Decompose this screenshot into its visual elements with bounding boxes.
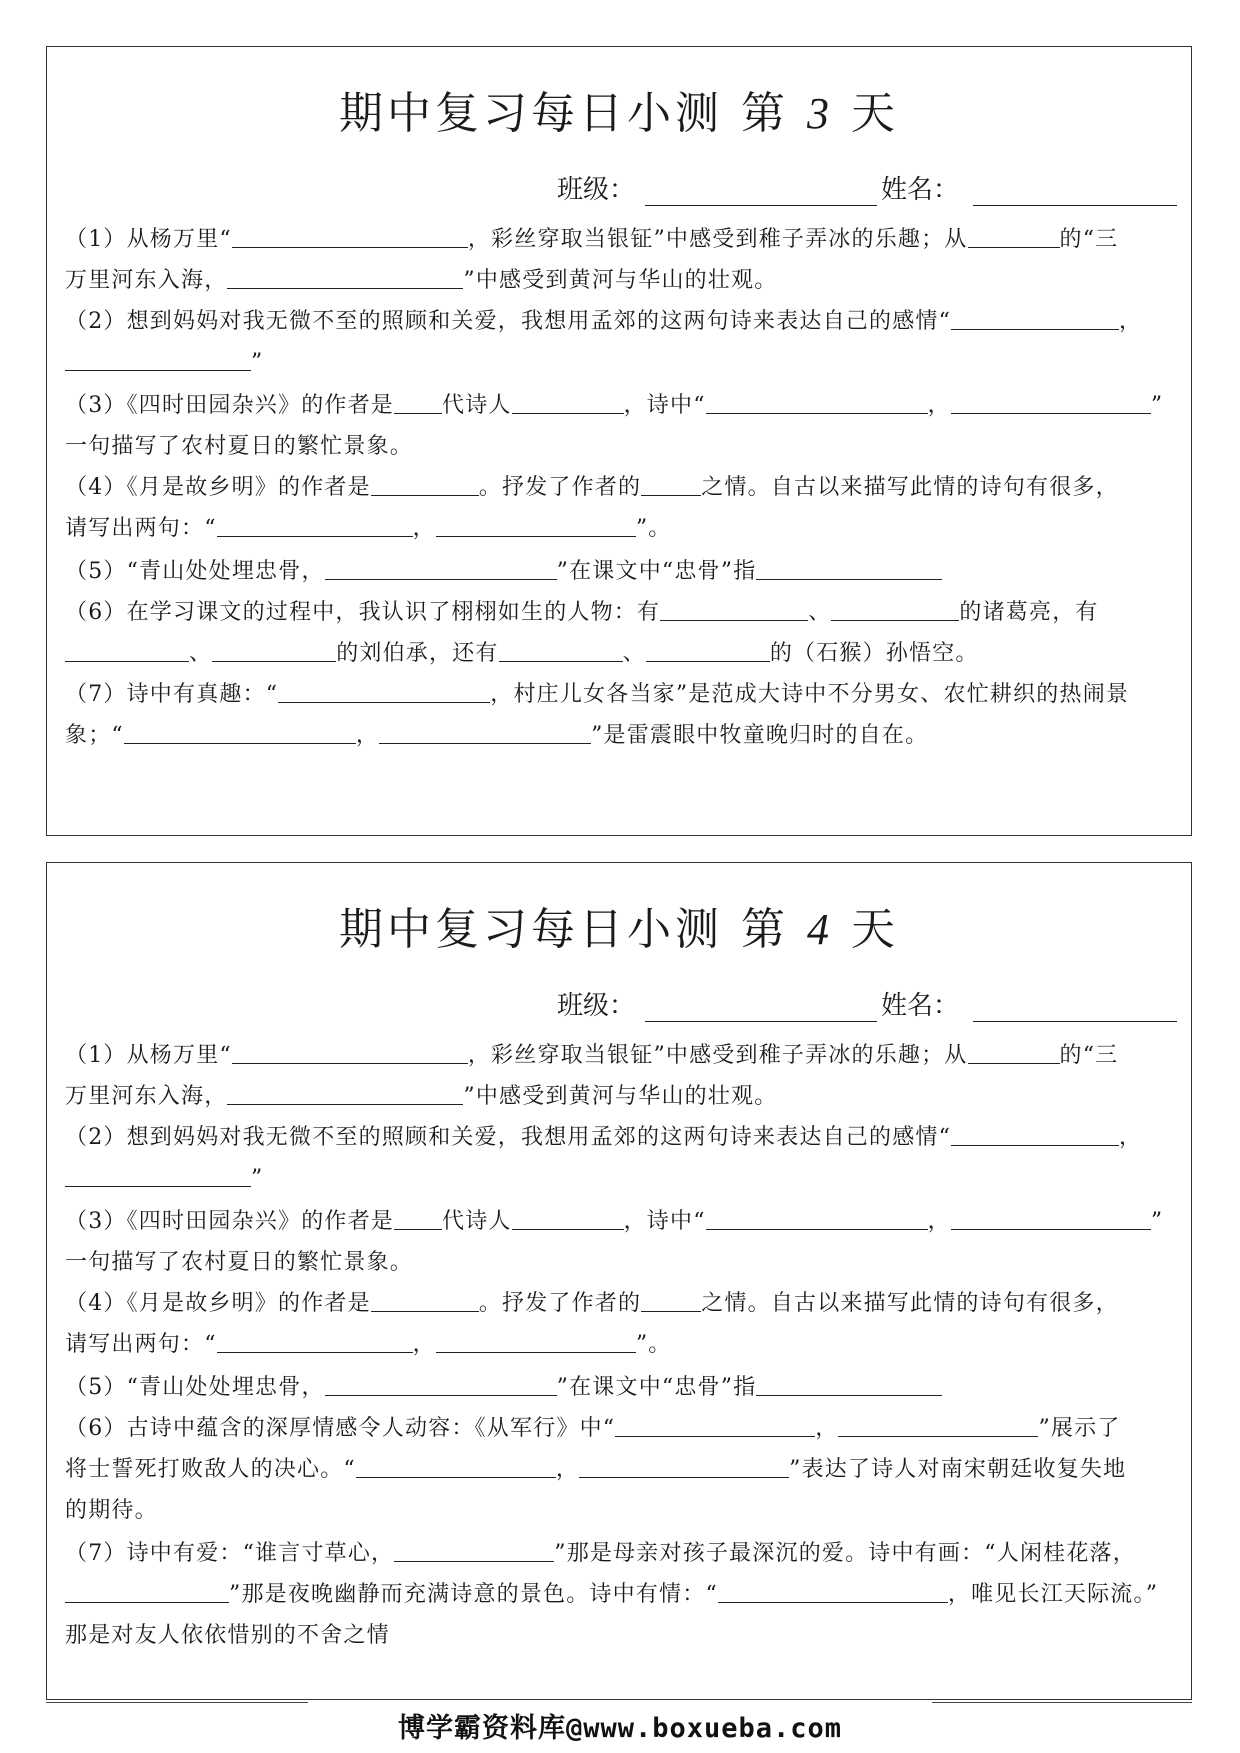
answer-blank[interactable] <box>641 1289 701 1312</box>
student-info <box>557 985 1177 1022</box>
footer-rule-left <box>46 1702 308 1703</box>
answer-blank[interactable] <box>278 680 490 703</box>
question-text: ”表达了诗人对南宋朝廷收复失地 <box>789 1457 1127 1482</box>
class-label: 班级： <box>556 175 635 205</box>
question-3-line-2 <box>65 1242 1173 1283</box>
answer-blank[interactable] <box>232 1041 468 1064</box>
answer-blank[interactable] <box>65 639 189 662</box>
question-2-line-1 <box>65 1117 1173 1158</box>
answer-blank[interactable] <box>951 391 1151 414</box>
question-text: 万里河东入海， <box>65 1084 228 1109</box>
question-text: 请写出两句：“ <box>65 1332 217 1357</box>
question-text: 那是对友人依依惜别的不舍之情 <box>65 1623 390 1648</box>
question-text: ”中感受到黄河与华山的壮观。 <box>463 1084 778 1109</box>
question-text: ， <box>1119 1125 1143 1150</box>
question-2-line-1 <box>65 301 1173 342</box>
question-text: 、 <box>189 641 213 666</box>
question-text: 。抒发了作者的 <box>478 1291 642 1316</box>
question-text: 请写出两句：“ <box>65 516 217 541</box>
answer-blank[interactable] <box>217 514 413 537</box>
question-1-line-1 <box>65 219 1173 260</box>
quiz-sheet-day-4 <box>46 862 1192 1700</box>
question-7-line-1 <box>65 674 1173 715</box>
question-text: ”。 <box>635 1332 672 1357</box>
question-text: ”在课文中“忠骨”指 <box>556 559 757 584</box>
question-text: 的“三 <box>1059 1043 1119 1068</box>
question-text: 的（石猴）孙悟空。 <box>769 641 979 666</box>
question-text: （2）想到妈妈对我无微不至的照顾和关爱，我想用孟郊的这两句诗来表达自己的感情“ <box>65 309 952 334</box>
question-text: ，诗中“ <box>623 1209 706 1234</box>
question-text: 万里河东入海， <box>65 268 228 293</box>
question-3-line-1 <box>65 385 1173 426</box>
question-5 <box>65 1367 1173 1408</box>
answer-blank[interactable] <box>706 391 928 414</box>
question-text: ”。 <box>635 516 672 541</box>
answer-blank[interactable] <box>227 1082 463 1105</box>
watermark: 博学霸资料库@www.boxueba.com <box>397 1713 843 1744</box>
question-7-line-3 <box>65 1615 1173 1656</box>
question-4-line-2 <box>65 1324 1173 1365</box>
answer-blank[interactable] <box>379 721 591 744</box>
question-6-line-1 <box>65 592 1173 633</box>
answer-blank[interactable] <box>65 1164 251 1187</box>
question-text: （6）在学习课文的过程中，我认识了栩栩如生的人物：有 <box>65 600 661 625</box>
sheet-title: 期中复习每日小测 第 4 天 <box>339 904 899 955</box>
question-text: ， <box>815 1416 839 1441</box>
answer-blank[interactable] <box>718 1580 948 1603</box>
sheet-title: 期中复习每日小测 第 3 天 <box>339 88 899 139</box>
question-text: ， <box>1119 309 1143 334</box>
question-text: ， <box>927 1209 951 1234</box>
question-text: ” <box>251 350 264 375</box>
question-text: （1）从杨万里“ <box>65 227 232 252</box>
answer-blank[interactable] <box>436 514 636 537</box>
answer-blank[interactable] <box>436 1330 636 1353</box>
name-label: 姓名： <box>880 991 959 1021</box>
answer-blank[interactable] <box>756 1373 942 1396</box>
answer-blank[interactable] <box>951 307 1119 330</box>
answer-blank[interactable] <box>371 1289 479 1312</box>
question-1-line-2 <box>65 260 1173 301</box>
answer-blank[interactable] <box>394 1539 554 1562</box>
question-text: ，唯见长江天际流。” <box>947 1582 1159 1607</box>
answer-blank[interactable] <box>356 1455 556 1478</box>
question-text: 将士誓死打败敌人的决心。“ <box>65 1457 356 1482</box>
question-4-line-1 <box>65 1283 1173 1324</box>
question-text: ”那是夜晚幽静而充满诗意的景色。诗中有情：“ <box>229 1582 718 1607</box>
answer-blank[interactable] <box>951 1207 1151 1230</box>
class-label: 班级： <box>556 991 635 1021</box>
question-text: ， <box>927 393 951 418</box>
question-text: ”是雷震眼中牧童晚归时的自在。 <box>591 723 929 748</box>
question-5 <box>65 551 1173 592</box>
answer-blank[interactable] <box>512 1207 624 1230</box>
question-text: 象；“ <box>65 723 124 748</box>
question-4-line-2 <box>65 508 1173 549</box>
answer-blank[interactable] <box>217 1330 413 1353</box>
question-text: ， <box>355 723 380 748</box>
question-text: 的“三 <box>1059 227 1119 252</box>
question-text: ， <box>412 1332 436 1357</box>
question-text: ”中感受到黄河与华山的壮观。 <box>463 268 778 293</box>
name-field[interactable] <box>973 179 1177 206</box>
question-text: ”在课文中“忠骨”指 <box>556 1375 757 1400</box>
question-6-line-1 <box>65 1408 1173 1449</box>
question-2-line-2 <box>65 1158 1173 1199</box>
question-text: （7）诗中有爱：“谁言寸草心， <box>65 1541 395 1566</box>
question-text: 。抒发了作者的 <box>478 475 642 500</box>
question-7-line-1 <box>65 1533 1173 1574</box>
question-6-line-2 <box>65 633 1173 674</box>
answer-blank[interactable] <box>706 1207 928 1230</box>
question-2-line-2 <box>65 342 1173 383</box>
answer-blank[interactable] <box>968 225 1060 248</box>
answer-blank[interactable] <box>394 1207 442 1230</box>
answer-blank[interactable] <box>579 1455 789 1478</box>
day-number: 4 <box>807 905 833 954</box>
day-number: 3 <box>807 89 833 138</box>
question-text: （1）从杨万里“ <box>65 1043 232 1068</box>
question-1-line-1 <box>65 1035 1173 1076</box>
answer-blank[interactable] <box>212 639 336 662</box>
question-6-line-2 <box>65 1449 1173 1490</box>
question-text: ” <box>1150 393 1164 418</box>
question-text: ”那是母亲对孩子最深沉的爱。诗中有画：“人闲桂花落， <box>554 1541 1136 1566</box>
question-text: 代诗人 <box>442 1209 512 1234</box>
answer-blank[interactable] <box>968 1041 1060 1064</box>
question-7-line-2 <box>65 1574 1173 1615</box>
name-label: 姓名： <box>880 175 959 205</box>
question-6-line-3 <box>65 1490 1173 1531</box>
question-text: ” <box>251 1166 264 1191</box>
question-text: ”展示了 <box>1038 1416 1121 1441</box>
question-text: 一句描写了农村夏日的繁忙景象。 <box>65 1250 414 1275</box>
question-3-line-1 <box>65 1201 1173 1242</box>
question-text: （5）“青山处处埋忠骨， <box>65 559 325 584</box>
question-text: （4）《月是故乡明》的作者是 <box>65 1291 371 1316</box>
question-text: （7）诗中有真趣：“ <box>65 682 279 707</box>
question-text: 、 <box>622 641 646 666</box>
question-text: （6）古诗中蕴含的深厚情感令人动容：《从军行》中“ <box>65 1416 616 1441</box>
question-text: 之情。自古以来描写此情的诗句有很多， <box>701 1291 1119 1316</box>
question-4-line-1 <box>65 467 1173 508</box>
answer-blank[interactable] <box>660 598 808 621</box>
answer-blank[interactable] <box>232 225 468 248</box>
class-field[interactable] <box>645 179 877 206</box>
question-text: ，诗中“ <box>623 393 706 418</box>
answer-blank[interactable] <box>838 1414 1038 1437</box>
answer-blank[interactable] <box>512 391 624 414</box>
answer-blank[interactable] <box>371 473 479 496</box>
question-text: （3）《四时田园杂兴》的作者是 <box>65 393 394 418</box>
question-text: ，村庄儿女各当家”是范成大诗中不分男女、农忙耕织的热闹景 <box>490 682 1130 707</box>
question-text: ， <box>412 516 436 541</box>
answer-blank[interactable] <box>951 1123 1119 1146</box>
question-3-line-2 <box>65 426 1173 467</box>
answer-blank[interactable] <box>227 266 463 289</box>
question-text: ，彩丝穿取当银钲”中感受到稚子弄冰的乐趣；从 <box>467 1043 968 1068</box>
name-field[interactable] <box>973 995 1177 1022</box>
question-text: ” <box>1150 1209 1164 1234</box>
answer-blank[interactable] <box>394 391 442 414</box>
answer-blank[interactable] <box>756 557 942 580</box>
quiz-sheet-day-3 <box>46 46 1192 836</box>
answer-blank[interactable] <box>325 557 557 580</box>
question-7-line-2 <box>65 715 1173 756</box>
answer-blank[interactable] <box>831 598 959 621</box>
footer <box>0 1702 1240 1742</box>
student-info <box>557 169 1177 206</box>
question-text: （4）《月是故乡明》的作者是 <box>65 475 371 500</box>
question-text: 代诗人 <box>442 393 512 418</box>
answer-blank[interactable] <box>615 1414 815 1437</box>
answer-blank[interactable] <box>499 639 623 662</box>
answer-blank[interactable] <box>646 639 770 662</box>
question-text: ，彩丝穿取当银钲”中感受到稚子弄冰的乐趣；从 <box>467 227 968 252</box>
question-text: 的期待。 <box>65 1498 158 1523</box>
question-text: ， <box>555 1457 580 1482</box>
question-text: （2）想到妈妈对我无微不至的照顾和关爱，我想用孟郊的这两句诗来表达自己的感情“ <box>65 1125 952 1150</box>
question-1-line-2 <box>65 1076 1173 1117</box>
answer-blank[interactable] <box>65 348 251 371</box>
class-field[interactable] <box>645 995 877 1022</box>
question-text: 之情。自古以来描写此情的诗句有很多， <box>701 475 1119 500</box>
answer-blank[interactable] <box>641 473 701 496</box>
question-text: 、 <box>808 600 832 625</box>
question-text: 一句描写了农村夏日的繁忙景象。 <box>65 434 414 459</box>
answer-blank[interactable] <box>65 1580 229 1603</box>
question-text: （3）《四时田园杂兴》的作者是 <box>65 1209 394 1234</box>
answer-blank[interactable] <box>325 1373 557 1396</box>
question-text: 的刘伯承，还有 <box>336 641 499 666</box>
footer-rule-right <box>932 1702 1192 1703</box>
answer-blank[interactable] <box>124 721 356 744</box>
question-text: 的诸葛亮，有 <box>959 600 1099 625</box>
question-text: （5）“青山处处埋忠骨， <box>65 1375 325 1400</box>
